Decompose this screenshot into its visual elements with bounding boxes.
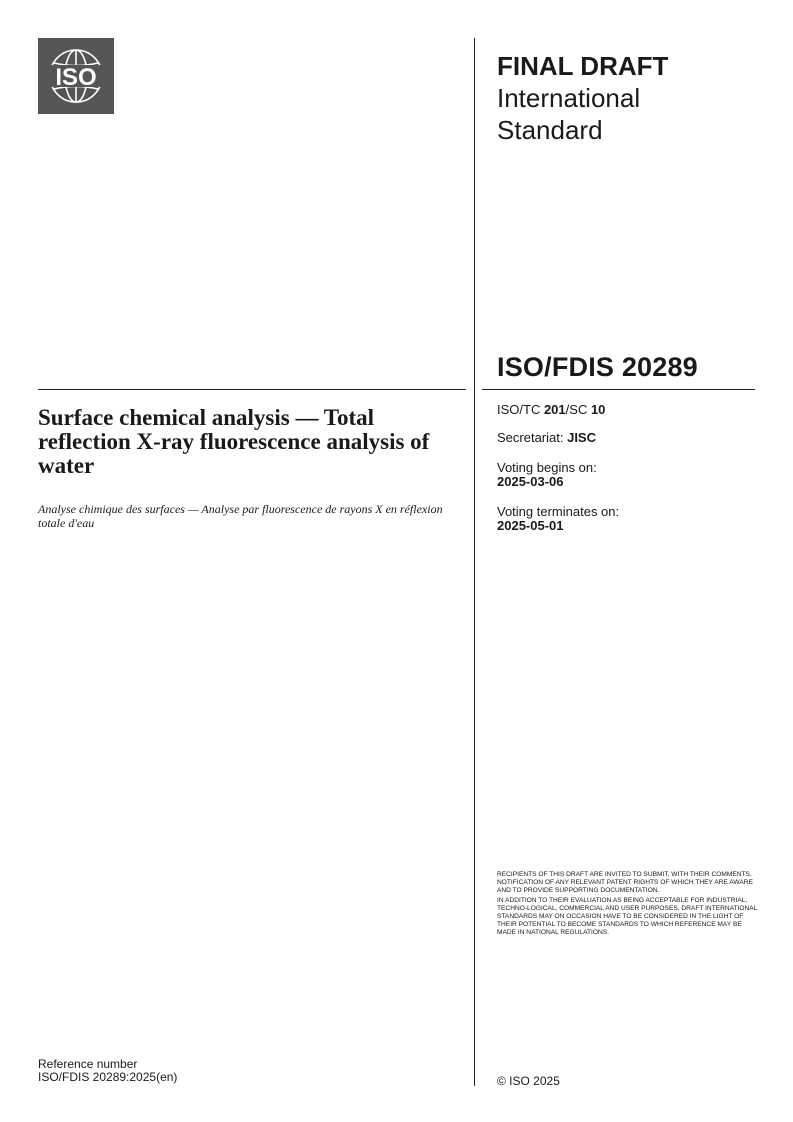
committee-prefix: ISO/TC xyxy=(497,402,544,417)
voting-terminates-date: 2025-05-01 xyxy=(497,518,564,533)
document-stage-heading xyxy=(497,50,767,146)
voting-begins xyxy=(497,461,757,489)
reference-label: Reference number xyxy=(38,1057,138,1071)
logo-text: ISO xyxy=(55,64,97,91)
vertical-divider xyxy=(474,38,475,1086)
reference-number: ISO/FDIS 20289:2025(en) xyxy=(38,1070,178,1084)
committee-separator: /SC xyxy=(565,402,591,417)
voting-terminates xyxy=(497,505,757,533)
notice-paragraph-2: IN ADDITION TO THEIR EVALUATION AS BEING ACCEPTABLE FOR INDUSTRIAL, TECHNO-LOGICAL, COMMERCIAL AND USER PURPOSES, DRAFT INTERNATIONAL STANDARDS MAY ON OCCASION HAVE TO BE CONSIDERED IN THE LIGHT OF THEIR POTENTIAL TO BECOME STANDARDS TO WHICH REFERENCE MAY BE MADE IN NATIONAL REGULATIONS. xyxy=(497,897,758,936)
notice-paragraph-1: RECIPIENTS OF THIS DRAFT ARE INVITED TO SUBMIT, WITH THEIR COMMENTS, NOTIFICATION OF ANY RELEVANT PATENT RIGHTS OF WHICH THEY ARE AWARE AND TO PROVIDE SUPPORTING DOCUMENTATION. xyxy=(497,871,753,894)
horizontal-divider-left xyxy=(38,389,466,390)
horizontal-divider-right xyxy=(482,389,755,390)
voting-begins-label: Voting begins on: xyxy=(497,460,597,475)
committee-tc: 201 xyxy=(543,402,566,417)
voting-begins-date: 2025-03-06 xyxy=(497,474,564,489)
iso-logo xyxy=(38,38,114,114)
international-label: International xyxy=(497,83,641,113)
committee-sc: 10 xyxy=(590,402,606,417)
english-title: Surface chemical analysis — Total reflection X-ray fluorescence analysis of water xyxy=(38,405,430,478)
secretariat-value: JISC xyxy=(567,430,596,445)
document-number: ISO/FDIS 20289 xyxy=(497,352,698,382)
standard-label: Standard xyxy=(497,115,603,145)
committee-line xyxy=(497,403,757,417)
voting-terminates-label: Voting terminates on: xyxy=(497,504,620,519)
reference-block xyxy=(38,1058,177,1084)
iso-globe-icon xyxy=(38,38,114,114)
secretariat-line xyxy=(497,431,757,445)
french-title: Analyse chimique des surfaces — Analyse par fluorescence de rayons X en réflexion totale d'eau xyxy=(38,502,443,530)
copyright-notice: © ISO 2025 xyxy=(497,1074,560,1088)
final-draft-label: FINAL DRAFT xyxy=(497,51,669,81)
secretariat-label: Secretariat: xyxy=(497,430,568,445)
recipients-notice xyxy=(497,871,759,939)
